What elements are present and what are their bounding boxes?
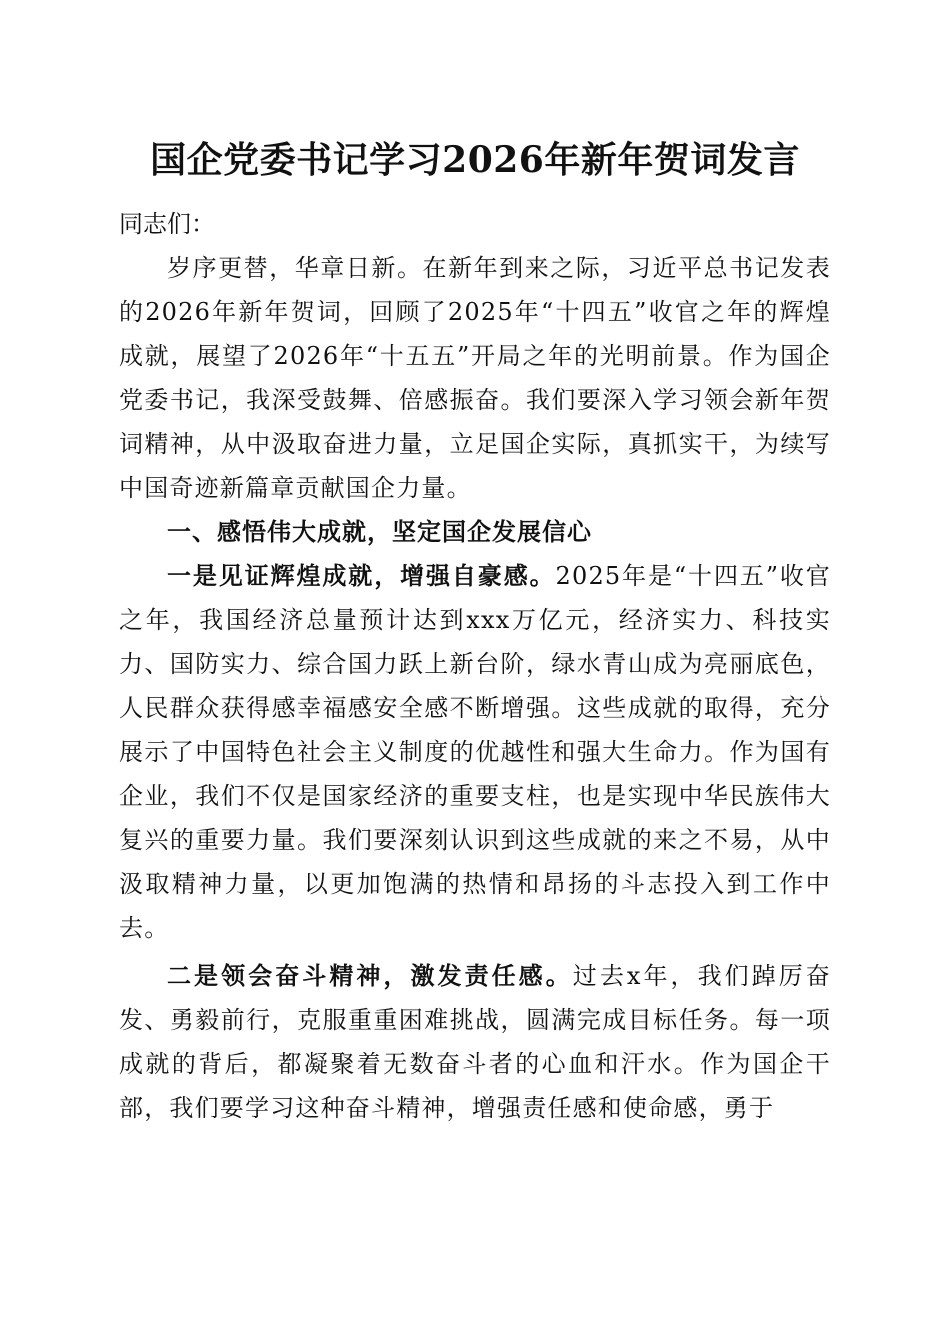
point-2-text: 过去x年，我们踔厉奋发、勇毅前行，克服重重困难挑战，圆满完成目标任务。每一项成就的背后，都凝聚着无数奋斗者的心血和汗水。作为国企干部，我们要学习这种奋斗精神，增强责任感和使命感，勇于: [119, 962, 832, 1122]
document-body: [119, 202, 831, 1130]
point-1-text: 2025年是“十四五”收官之年，我国经济总量预计达到xxx万亿元，经济实力、科技实力、国防实力、综合国力跃上新台阶，绿水青山成为亮丽底色，人民群众获得感幸福感安全感不断增强。这些成就的取得，充分展示了中国特色社会主义制度的优越性和强大生命力。作为国有企业，我们不仅是国家经济的重要支柱，也是实现中华民族伟大复兴的重要力量。我们要深刻认识到这些成就的来之不易，从中汲取精神力量，以更加饱满的热情和昂扬的斗志投入到工作中去。: [119, 562, 832, 942]
salutation: 同志们：: [119, 210, 215, 238]
document-title: 国企党委书记学习2026年新年贺词发言: [150, 139, 800, 181]
point-2-paragraph: [119, 954, 831, 1130]
point-2-lead: 二是领会奋斗精神，激发责任感。: [167, 961, 573, 990]
point-1-lead: 一是见证辉煌成就，增强自豪感。: [167, 561, 556, 590]
section-heading-1: 一、感悟伟大成就，坚定国企发展信心: [167, 518, 592, 546]
point-1-paragraph: [119, 554, 831, 950]
intro-paragraph: 岁序更替，华章日新。在新年到来之际，习近平总书记发表的2026年新年贺词，回顾了2025年“十四五”收官之年的辉煌成就，展望了2026年“十五五”开局之年的光明前景。作为国企党委书记，我深受鼓舞、倍感振奋。我们要深入学习领会新年贺词精神，从中汲取奋进力量，立足国企实际，真抓实干，为续写中国奇迹新篇章贡献国企力量。: [119, 254, 831, 502]
